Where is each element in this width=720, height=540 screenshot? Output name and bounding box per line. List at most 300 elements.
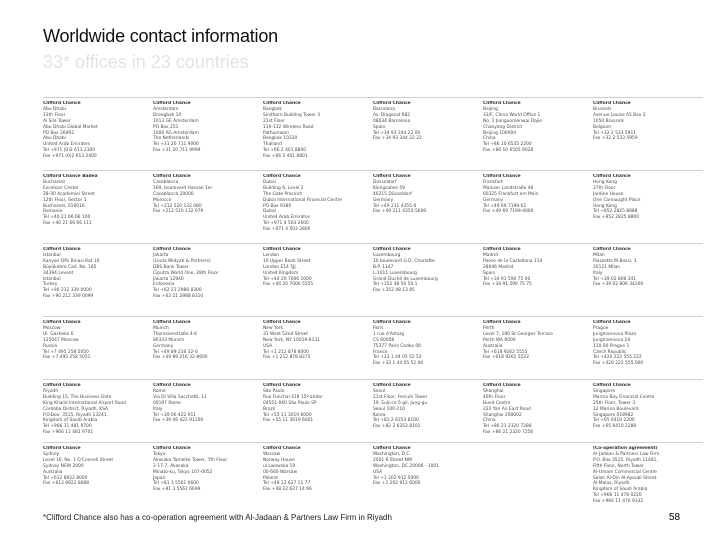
office-address-line: Abu Dhabi Global Market [43, 124, 98, 130]
office-address-line: Fax +55 11 3019 6001 [263, 418, 314, 424]
office-contact [263, 101, 363, 170]
office-address-line: (Linda Widyati & Partners) [153, 258, 211, 264]
office-contact [153, 320, 253, 379]
office-address-line: Al-Jadaan & Partners Law Firm [593, 451, 660, 457]
office-address-line: Fax +82 2 6353 8101 [373, 424, 421, 430]
office-name: Clifford Chance [373, 174, 411, 179]
office-address-line: Beijing [483, 106, 498, 112]
office-address-line: 28-30 Academiei Street [43, 191, 95, 197]
office-address-line: Tokyo [153, 451, 166, 457]
office-contact [43, 320, 143, 379]
office-address-line: Bucharest, 010016 [43, 203, 85, 209]
office-contact [373, 320, 473, 379]
office-address-line: Fax +86 21 2320 7256 [483, 430, 534, 436]
office-address-line: Cordoba District, Riyadh, KSA. [43, 406, 110, 412]
office-address-line: 31 West 52nd Street [263, 331, 309, 337]
office-address-line: Fax +971 (0)2 613 2400 [43, 154, 97, 160]
office-name: Clifford Chance [593, 383, 631, 388]
office-name: Clifford Chance [43, 101, 81, 106]
office-address-line: Fax +7 495 258 5051 [43, 355, 91, 361]
office-address-line: Tel +49 211 4355-0 [373, 203, 417, 209]
office-address-line: 10 Upper Bank Street [263, 258, 311, 264]
office-address-line: Tel +7 495 258 5050 [43, 349, 89, 355]
office-address-line: Brussels [593, 106, 612, 112]
office-name: Clifford Chance [373, 320, 411, 325]
office-address-line: Riyadh [43, 388, 59, 394]
office-address-line: Droogbak 1A [153, 112, 182, 118]
office-address-line: Excelsior Center [43, 185, 79, 191]
office-address-line: Shanghai [483, 388, 504, 394]
office-address-line: Fax +62 21 2988 8310 [153, 294, 204, 300]
office-address-line: New York [263, 325, 284, 331]
office-address-line: PO Box 26492 [43, 130, 75, 136]
office-address-line: Hong Kong [593, 203, 617, 209]
office-address-line: Dubai [263, 209, 276, 215]
office-address-line: Jardine House [593, 191, 624, 197]
office-address-line: 40th Floor [483, 394, 506, 400]
office-address-line: United Arab Emirates [43, 142, 90, 148]
office-address-line: Abu Dhabi [43, 106, 66, 112]
office-address-line: Fax +44 20 7006 5555 [263, 282, 314, 288]
office-address-line: USA [373, 469, 383, 475]
office-address-line: Istanbul [43, 252, 61, 258]
office-address-line: 1050 Brussels [593, 118, 624, 124]
office-contact [263, 174, 363, 243]
office-address-line: Fax +212 520 132 079 [153, 209, 204, 215]
office-contact [153, 101, 253, 170]
office-address-line: Al-Malaz, Riyadh [593, 481, 630, 487]
office-contact [153, 383, 253, 442]
office-row [43, 170, 703, 244]
office-address-line: London [263, 252, 280, 258]
office-address-line: Tel +966 11 481 9700 [43, 424, 92, 430]
office-address-line: Jakarta 12940 [153, 276, 184, 282]
office-name: Clifford Chance [593, 101, 631, 106]
office-address-line: Tel +1 202 912 5000 [373, 475, 419, 481]
office-address-line: Germany [483, 197, 504, 203]
office-address-line: Level 16, No. 1 O'Connell Street [43, 457, 114, 463]
office-address-line: Tel +82 2 6353 8100 [373, 418, 419, 424]
office-address-line: 33/F, China World Office 1 [483, 112, 541, 118]
office-address-line: L-1011 Luxembourg [373, 270, 417, 276]
office-address-line: Sindhorn Building Tower 3 [263, 112, 321, 118]
office-address-line: 169, boulevard Hassan 1er [153, 185, 213, 191]
office-address-line: Königsallee 59 [373, 185, 405, 191]
office-address-line: Tel +86 10 6535 2200 [483, 142, 532, 148]
office-address-line: Fax +34 93 344 22 22 [373, 136, 422, 142]
office-address-line: Fax +34 91 590 75 75 [483, 282, 532, 288]
office-address-line: Luxembourg [373, 252, 401, 258]
office-name: Clifford Chance [153, 320, 191, 325]
office-address-line: Ciputra World One, 28th Floor [153, 270, 219, 276]
office-name: Clifford Chance [263, 174, 301, 179]
office-address-line: Dubai [263, 179, 276, 185]
office-address-line: Germany [153, 343, 174, 349]
office-contact [483, 174, 583, 243]
office-address-line: Bangkok 10330 [263, 136, 298, 142]
office-address-line: 130-132 Wireless Road [263, 124, 314, 130]
office-name: Clifford Chance [153, 174, 191, 179]
office-address-line: 19, Eulji-ro 5-gil, Jung-gu [373, 400, 428, 406]
office-address-line: Casablanca 20000 [153, 191, 194, 197]
office-address-line: Tel +44 20 7006 1000 [263, 276, 312, 282]
office-address-line: Kingdom of Saudi Arabia [43, 418, 98, 424]
office-address-line: Tel +66 2 401 8800 [263, 148, 307, 154]
office-address-line: Washington, DC 20006 - 1001 [373, 463, 439, 469]
office-address-line: Barcelona [373, 106, 395, 112]
office-address-line: 08034 Barcelona [373, 118, 411, 124]
office-address-line: Fax +90 212 339 0099 [43, 294, 94, 300]
office-address-line: 25th Floor, Tower 3 [593, 400, 636, 406]
office-address-line: The Gate Precinct [263, 191, 303, 197]
office-name: Clifford Chance [43, 446, 81, 451]
office-address-line: Tel +852 2825 8888 [593, 209, 638, 215]
office-address-line: Mainzer Landstraße 46 [483, 185, 534, 191]
office-address-line: Tel +34 93 344 22 00 [373, 130, 421, 136]
office-contact [373, 101, 473, 170]
office-address-line: Dubai International Financial Centre [263, 197, 342, 203]
office-address-line: Chaoyang District [483, 124, 523, 130]
office-address-line: Kanyon Ofis Binası Kat 10 [43, 258, 100, 264]
office-address-line: Tel +31 20 711 9000 [153, 142, 199, 148]
office-address-line: King Khalid International Airport Road [43, 400, 126, 406]
office-address-line: Norway House [263, 457, 295, 463]
office-contact [483, 101, 583, 170]
office-address-line: Sydney NSW 2000 [43, 463, 84, 469]
office-contact [373, 446, 473, 522]
office-row [43, 442, 703, 523]
office-address-line: Piazzetta M.Bossi, 3 [593, 258, 637, 264]
office-name: Clifford Chance [153, 247, 191, 252]
office-contact [43, 247, 143, 316]
office-address-line: 28046 Madrid [483, 264, 514, 270]
office-address-line: Brazil [263, 406, 276, 412]
office-contact [593, 320, 693, 379]
office-address-line: Building 6, Level 2 [263, 185, 304, 191]
office-address-line: Fax +32 2 533 5959 [593, 136, 638, 142]
office-address-line: 12th Floor, Sector 1 [43, 197, 87, 203]
office-address-line: Tel +971 (0)2 613 2300 [43, 148, 96, 154]
office-address-line: Seoul 100-210 [373, 406, 405, 412]
office-address-line: Beijing 100004 [483, 130, 517, 136]
office-address-line: Spain [373, 124, 386, 130]
office-contact [263, 446, 363, 522]
office-row [43, 379, 703, 443]
office-name: (Co-operation agreement) [593, 446, 658, 451]
office-address-line: Paseo de la Castellana 110 [483, 258, 543, 264]
office-address-line: Korea [373, 412, 386, 418]
office-address-line: 222 Yan An East Road [483, 406, 531, 412]
office-address-line: Level 7, 190 St Georges Terrace [483, 331, 553, 337]
office-contact [43, 174, 143, 243]
office-address-line: Düsseldorf [373, 179, 397, 185]
office-contact [483, 247, 583, 316]
office-name: Clifford Chance [373, 247, 411, 252]
footnote: *Clifford Chance also has a co-operation agreement with Al-Jadaan & Partners Law Firm in Riyadh [43, 513, 392, 522]
office-address-line: China [483, 136, 496, 142]
office-address-line: Tel +81 3 5561 6600 [153, 481, 199, 487]
office-address-line: Rua Funchal 418 15º andar [263, 394, 323, 400]
office-address-line: Tel +39 02 806 341 [593, 276, 637, 282]
office-address-line: Büyükdere Cad. No. 185 [43, 264, 97, 270]
office-address-line: Singapore 018982 [593, 412, 634, 418]
office-address-line: B.P. 1147 [373, 264, 394, 270]
office-address-line: Fax +612 8922 8088 [43, 481, 90, 487]
office-address-line: 1000 AG Amsterdam [153, 130, 199, 136]
office-address-line: Akasaka Tameike Tower, 7th Floor [153, 457, 228, 463]
office-contact [593, 101, 693, 170]
page-number: 58 [669, 512, 681, 523]
office-address-line: Fax +852 2825 8800 [593, 215, 640, 221]
office-address-line: Fax +966 11 476 9332 [593, 499, 644, 505]
office-contact [593, 247, 693, 316]
office-address-line: Romania [43, 209, 63, 215]
office-address-line: Tel +966 11 478 0220 [593, 493, 642, 499]
office-address-line: Tel +420 222 555 222 [593, 355, 642, 361]
office-name: Clifford Chance [153, 446, 191, 451]
office-address-line: Washington, D.C. [373, 451, 411, 457]
office-contact [153, 247, 253, 316]
office-address-line: Al-Umam Commercial Centre [593, 469, 657, 475]
office-address-line: 2-17-7, Akasaka [153, 463, 189, 469]
office-address-line: Tel +612 8922 8000 [43, 475, 88, 481]
office-address-line: Tel +48 22 627 11 77 [263, 481, 311, 487]
office-address-line: 10 boulevard G.D. Charlotte [373, 258, 435, 264]
office-name: Clifford Chance [483, 247, 521, 252]
office-name: Clifford Chance [483, 101, 521, 106]
office-address-line: United Kingdom [263, 270, 299, 276]
office-address-line: Jungmannova 24 [593, 337, 631, 343]
office-address-line: Tel +618 9262 5555 [483, 349, 528, 355]
office-address-line: Moscow [43, 325, 61, 331]
office-contact [43, 446, 143, 522]
office-address-line: 00197 Rome [153, 400, 181, 406]
office-address-line: Amsterdam [153, 106, 179, 112]
office-address-line: Pathumwan [263, 130, 289, 136]
office-address-line: Tel +971 4 503 2600 [263, 221, 309, 227]
office-row [43, 243, 703, 317]
office-address-line: Salah Al-Din Al-Ayoubi Street [593, 475, 657, 481]
office-address-line: 12 Marina Boulevard [593, 406, 639, 412]
office-name: Clifford Chance [263, 446, 301, 451]
office-address-line: Madrid [483, 252, 499, 258]
office-address-line: Tel +49 69 7199-01 [483, 203, 527, 209]
office-address-line: Rome [153, 388, 166, 394]
office-address-line: Tel +34 91 590 75 00 [483, 276, 531, 282]
office-address-line: P.O. Box 3515, Riyadh 11481, [593, 457, 658, 463]
office-address-line: Shanghai 200002 [483, 412, 522, 418]
office-contact [593, 446, 693, 522]
office-address-line: 13th Floor [43, 112, 66, 118]
office-contact [373, 247, 473, 316]
office-name: Clifford Chance [263, 247, 301, 252]
office-name: Clifford Chance [263, 101, 301, 106]
office-address-line: Fax +65 6410 2288 [593, 424, 637, 430]
office-address-line: Tel +32 2 533 5911 [593, 130, 637, 136]
office-address-line: São Paulo [263, 388, 285, 394]
office-address-line: Prague [593, 325, 609, 331]
office-contact [153, 446, 253, 522]
office-address-line: Indonesia [153, 282, 175, 288]
office-address-line: Paris [373, 325, 384, 331]
office-address-line: 21st Floor [263, 118, 285, 124]
office-address-line: Fax +86 10 6505 9028 [483, 148, 534, 154]
office-address-line: Germany [373, 197, 394, 203]
office-address-line: Hong Kong [593, 179, 617, 185]
office-address-line: 60325 Frankfurt am Main [483, 191, 539, 197]
office-address-line: Casablanca [153, 179, 179, 185]
office-name: Clifford Chance [153, 101, 191, 106]
office-contact [373, 383, 473, 442]
office-address-line: Milan [593, 252, 605, 258]
office-address-line: 80333 Munich [153, 337, 185, 343]
office-address-line: Via Di Villa Sacchetti, 11 [153, 394, 207, 400]
office-address-line: 40215 Düsseldorf [373, 191, 412, 197]
office-address-line: 20121 Milan [593, 264, 621, 270]
office-contact [483, 446, 583, 522]
office-address-line: Bund Centre [483, 400, 511, 406]
office-address-line: Fax +39 06 422 91200 [153, 418, 204, 424]
office-address-line: Tel +62 21 2988 8300 [153, 288, 202, 294]
office-contact [43, 101, 143, 170]
office-address-line: Sydney [43, 451, 60, 457]
office-contact [263, 247, 363, 316]
office-address-line: 34394 Levent [43, 270, 74, 276]
office-address-line: 1 rue d'Astorg [373, 331, 405, 337]
office-address-line: Australia [43, 469, 63, 475]
office-contact [43, 383, 143, 442]
office-name: Clifford Chance [43, 247, 81, 252]
office-address-line: Bangkok [263, 106, 282, 112]
office-address-line: Jungmannova Plaza [593, 331, 637, 337]
office-address-line: 27th Floor [593, 185, 616, 191]
office-address-line: Fifth Floor, North Tower [593, 463, 644, 469]
office-address-line: Tel +212 520 132 080 [153, 203, 202, 209]
office-address-line: Singapore [593, 388, 616, 394]
office-address-line: USA [263, 343, 273, 349]
office-address-line: No. 1 Jianguomenwai Dajie [483, 118, 542, 124]
office-name: Clifford Chance [483, 320, 521, 325]
office-address-line: ul.Lwowska 19 [263, 463, 296, 469]
office-address-line: United Arab Emirates [263, 215, 310, 221]
office-name: Clifford Chance [593, 174, 631, 179]
office-address-line: Tel +86 21 2320 7288 [483, 424, 532, 430]
office-address-line: Fax +420 222 555 000 [593, 361, 644, 367]
office-address-line: Tel +1 212 878 8000 [263, 349, 309, 355]
office-address-line: Tel +352 48 50 50 1 [373, 282, 418, 288]
office-address-line: Fax +81 3 5561 6699 [153, 487, 201, 493]
office-address-line: Fax +352 48 13 85 [373, 288, 415, 294]
office-address-line: Fax +31 20 711 9999 [153, 148, 201, 154]
office-address-line: Turkey [43, 282, 58, 288]
office-address-line: Grand-Duché de Luxembourg [373, 276, 438, 282]
office-name: Clifford Chance [373, 446, 411, 451]
office-address-line: Tel +49 89 216 32-0 [153, 349, 198, 355]
office-address-line: Tel +39 06 422 911 [153, 412, 197, 418]
office-address-line: Fax +966 11 481 9701 [43, 430, 94, 436]
page-subtitle: 33* offices in 23 countries [43, 52, 249, 72]
office-address-line: Tel +40 21 66 66 100 [43, 215, 91, 221]
office-address-line: Russia [43, 343, 58, 349]
office-contact [483, 320, 583, 379]
office-address-line: Morocco [153, 197, 172, 203]
page-title: Worldwide contact information [43, 26, 278, 46]
office-address-line: Fax +971 4 503 2800 [263, 227, 311, 233]
office-address-line: Marina Bay Financial Centre [593, 394, 655, 400]
office-address-line: Munich [153, 325, 169, 331]
office-address-line: Fax +40 21 66 66 111 [43, 221, 92, 227]
office-name: Clifford Chance [153, 383, 191, 388]
office-address-line: Fax +33 1 44 05 52 00 [373, 361, 424, 367]
office-address-line: 110 00 Prague 1 [593, 343, 630, 349]
office-address-line: 00-660 Warsaw [263, 469, 298, 475]
office-name: Clifford Chance [263, 320, 301, 325]
office-address-line: PO Box 251 [153, 124, 179, 130]
office-contact [373, 174, 473, 243]
office-address-line: Thailand [263, 142, 282, 148]
office-address-line: Belgium [593, 124, 611, 130]
office-row [43, 97, 703, 171]
office-address-line: One Connaught Place [593, 197, 641, 203]
office-row [43, 316, 703, 380]
office-address-line: Bucharest [43, 179, 66, 185]
office-name: Clifford Chance [483, 383, 521, 388]
office-address-line: Ul. Gasheka 6 [43, 331, 74, 337]
office-address-line: Kingdom of Saudi Arabia [593, 487, 648, 493]
office-address-line: Italy [593, 270, 603, 276]
office-name: Clifford Chance [373, 383, 411, 388]
office-address-line: 04551-060 São Paulo SP [263, 400, 317, 406]
office-name: Clifford Chance [43, 320, 81, 325]
office-address-line: Fax +49 211 4355-5600 [373, 209, 427, 215]
office-address-line: Perth WA 6000 [483, 337, 516, 343]
office-address-line: France [373, 349, 388, 355]
office-address-line: Istanbul [43, 276, 61, 282]
office-address-line: Czech Republic [593, 349, 627, 355]
office-address-line: Avenue Louise 65 Box 2 [593, 112, 646, 118]
office-address-line: Tel +33 1 44 05 52 52 [373, 355, 422, 361]
office-address-line: Fax +48 22 627 14 66 [263, 487, 312, 493]
office-address-line: 75377 Paris Cedex 08 [373, 343, 421, 349]
office-name: Clifford Chance [263, 383, 301, 388]
office-name: Clifford Chance [593, 247, 631, 252]
office-contact [593, 383, 693, 442]
office-address-line: Australia [483, 343, 503, 349]
office-address-line: Fax +39 02 806 34200 [593, 282, 644, 288]
office-contact [263, 320, 363, 379]
office-address-line: 21st Floor, Ferrum Tower [373, 394, 428, 400]
office-address-line: P.O.Box: 3515, Riyadh 13241, [43, 412, 108, 418]
office-address-line: Poland [263, 475, 278, 481]
office-name: Clifford Chance [593, 320, 631, 325]
office-address-line: Av. Diagonal 682 [373, 112, 411, 118]
office-address-line: 125047 Moscow [43, 337, 79, 343]
office-address-line: Tel +65 6410 2200 [593, 418, 635, 424]
office-address-line: Al Sila Tower [43, 118, 71, 124]
office-contact [593, 174, 693, 243]
office-address-line: The Netherlands [153, 136, 190, 142]
office-address-line: Fax +618 9262 5522 [483, 355, 530, 361]
office-address-line: New York, NY 10019-6131 [263, 337, 320, 343]
office-address-line: 2001 K Street NW [373, 457, 413, 463]
office-address-line: Theresienstraße 4-6 [153, 331, 198, 337]
office-address-line: Japan [153, 475, 166, 481]
office-contact [263, 383, 363, 442]
office-address-line: China [483, 418, 496, 424]
office-address-line: Fax +1 212 878 8375 [263, 355, 311, 361]
office-name: Clifford Chance [373, 101, 411, 106]
office-address-line: Warsaw [263, 451, 281, 457]
